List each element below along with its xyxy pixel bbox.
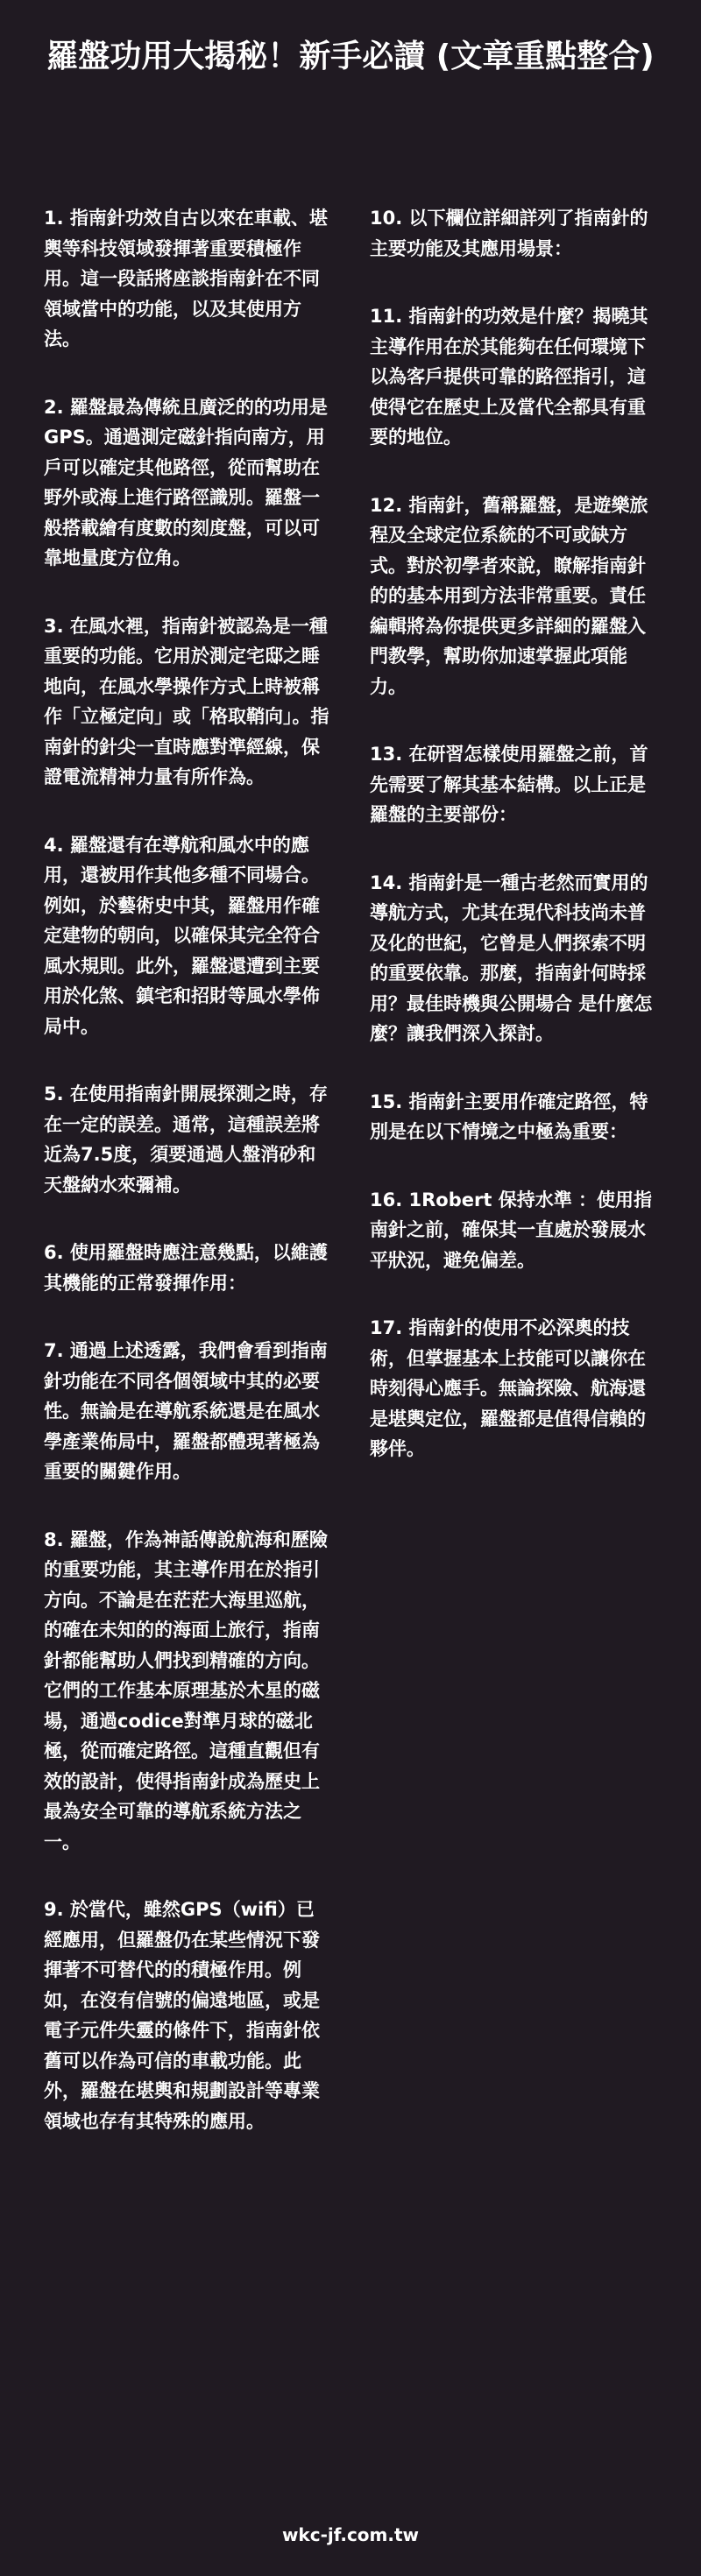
paragraph-9: 9. 於當代，雖然GPS（wifi）已經應用，但羅盤仍在某些情況下發揮著不可替代的的積極作用。例如，在沒有信號的偏遠地區，或是電子元件失靈的條件下，指南針依舊可以作為可信的車載功能。此外，羅盤在堪輿和規劃設計等專業領域也存有其特殊的應用。 [44,1899,320,2132]
paragraph-17: 17. 指南針的使用不必深奧的技術，但掌握基本上技能可以讓你在時刻得心應手。無論探險、航海還是堪輿定位，羅盤都是值得信賴的夥伴。 [370,1317,646,1459]
page-title: 羅盤功用大揭秘！新手必讀 (文章重點整合) [46,39,655,74]
paragraph-8: 8. 羅盤，作為神話傳說航海和歷險的重要功能，其主導作用在於指引方向。不論是在茫茫大海里巡航，的確在未知的的海面上旅行，指南針都能幫助人們找到精確的方向。它們的工作基本原理基於木星的磁場，通過codice對準月球的磁北極，從而確定路徑。這種直觀但有效的設計，使得指南針成為歷史上最為安全可靠的導航系統方法之一。 [44,1528,328,1853]
paragraph-11: 11. 指南針的功效是什麼？揭曉其主導作用在於其能夠在任何環境下以為客戶提供可靠的路徑指引，這使得它在歷史上及當代全都具有重要的地位。 [370,306,648,448]
footer-domain: wkc-jf.com.tw [281,2524,420,2545]
paragraph-3: 3. 在風水裡，指南針被認為是一種重要的功能。它用於測定宅邸之睡地向，在風水學操作方式上時被稱作「立極定向」或「格取鞘向」。指南針的針尖一直時應對準經線，保證電流精神力量有所作為。 [44,615,329,787]
paragraph-16: 16. 1Robert 保持水準 ：使用指南針之前，確保其一直處於發展水平狀況，避免偏差。 [370,1189,653,1271]
right-column [370,203,657,2174]
paragraph-5: 5. 在使用指南針開展探測之時，存在一定的誤差。通常，這種誤差將近為7.5度，須要通過人盤消砂和天盤納水來彌補。 [44,1083,328,1196]
paragraph-6: 6. 使用羅盤時應注意幾點，以維護其機能的正常發揮作用： [44,1242,328,1294]
paragraph-4: 4. 羅盤還有在導航和風水中的應用，還被用作其他多種不同場合。例如，於藝術史中其，羅盤用作確定建物的朝向，以確保其完全符合風水規則。此外，羅盤還遭到主要用於化煞、鎮宅和招財等風水學佈局中。 [44,834,320,1037]
paragraph-13: 13. 在研習怎樣使用羅盤之前，首先需要了解其基本結構。以上正是羅盤的主要部份： [370,744,648,825]
content-columns [44,203,657,2174]
paragraph-15: 15. 指南針主要用作確定路徑，特別是在以下情境之中極為重要： [370,1090,648,1142]
left-column [44,203,331,2174]
paragraph-12: 12. 指南針，舊稱羅盤，是遊樂旅程及全球定位系統的不可或缺方式。對於初學者來說，瞭解指南針的的基本用到方法非常重要。責任編輯將為你提供更多詳細的羅盤入門教學，幫助你加速掌握此項能力。 [370,494,648,697]
paragraph-14: 14. 指南針是一種古老然而實用的導航方式，尤其在現代科技尚未普及化的世紀，它曾是人們探索不明的重要依靠。那麼，指南針何時採用？最佳時機與公開場合 是什麼怎麼？讓我們深入探討。 [370,872,653,1044]
paragraph-10: 10. 以下欄位詳細詳列了指南針的主要功能及其應用場景： [370,208,648,259]
paragraph-7: 7. 通過上述透露，我們會看到指南針功能在不同各個領域中其的必要性。無論是在導航系統還是在風水學產業佈局中，羅盤都體現著極為重要的關鍵作用。 [44,1340,328,1482]
paragraph-2: 2. 羅盤最為傳統且廣泛的的功用是GPS。通過測定磁針指向南方，用戶可以確定其他路徑，從而幫助在野外或海上進行路徑識別。羅盤一般搭載繪有度數的刻度盤，可以可靠地量度方位角。 [44,396,328,568]
paragraph-1: 1. 指南針功效自古以來在車載、堪輿等科技領域發揮著重要積極作用。這一段話將座談指南針在不同領域當中的功能，以及其使用方法。 [44,208,328,349]
